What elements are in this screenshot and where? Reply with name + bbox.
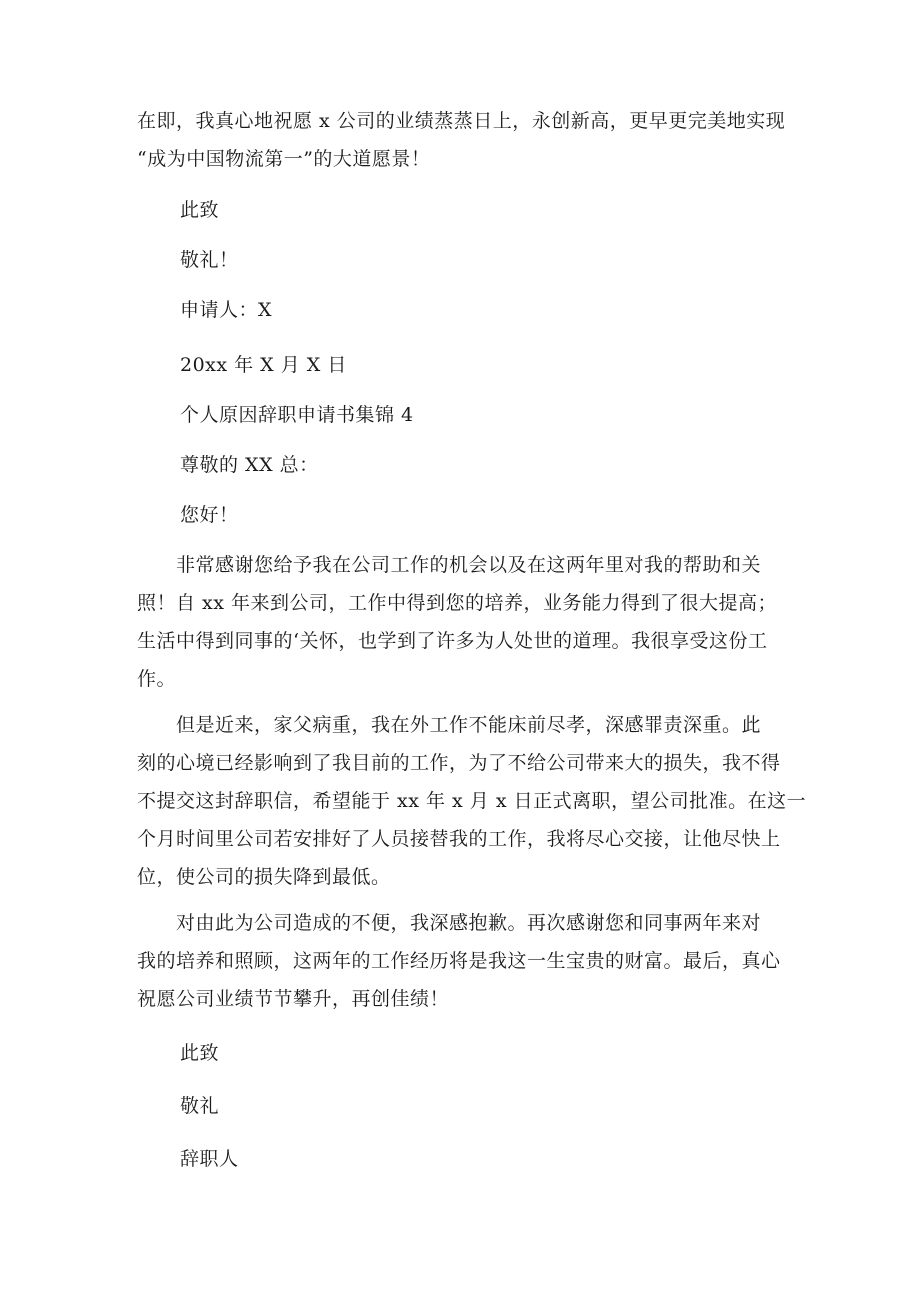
text-line: 个月时间里公司若安排好了人员接替我的工作，我将尽心交接，让他尽快上 [137, 828, 781, 850]
closing-jing-li: 敬礼！ [180, 249, 239, 271]
greeting: 您好！ [180, 504, 239, 526]
text-line: 不提交这封辞职信，希望能于 xx 年 x 月 x 日正式离职，望公司批准。在这一 [137, 790, 807, 812]
salutation: 尊敬的 XX 总： [180, 454, 319, 476]
signer-line: 辞职人 [180, 1148, 239, 1170]
text-line: 生活中得到同事的‘关怀，也学到了许多为人处世的道理。我很享受这份工 [137, 630, 768, 652]
closing-ci-zhi: 此致 [180, 199, 220, 221]
text-line: 非常感谢您给予我在公司工作的机会以及在这两年里对我的帮助和关 [137, 554, 762, 576]
closing-jing-li-2: 敬礼 [180, 1095, 220, 1117]
text-line: 祝愿公司业绩节节攀升，再创佳绩！ [137, 988, 450, 1010]
paragraph-reason [137, 706, 807, 896]
text-line: 作。 [137, 668, 177, 690]
text-line: 我的培养和照顾，这两年的工作经历将是我这一生宝贵的财富。最后，真心 [137, 950, 781, 972]
text-line: “成为中国物流第一”的大道愿景！ [137, 148, 431, 170]
text-line: 对由此为公司造成的不便，我深感抱歉。再次感谢您和同事两年来对 [137, 912, 762, 934]
paragraph-blessing [137, 102, 792, 178]
text-line: 刻的心境已经影响到了我目前的工作，为了不给公司带来大的损失，我不得 [137, 752, 781, 774]
text-line: 在即，我真心地祝愿 x 公司的业绩蒸蒸日上，永创新高，更早更完美地实现 [137, 110, 786, 132]
text-line: 但是近来，家父病重，我在外工作不能床前尽孝，深感罪责深重。此 [137, 714, 762, 736]
text-line: 位，使公司的损失降到最低。 [137, 866, 391, 888]
applicant-line: 申请人：X [180, 299, 273, 321]
paragraph-apology [137, 904, 792, 1018]
text-line: 照！自 xx 年来到公司，工作中得到您的培养，业务能力得到了很大提高； [137, 592, 778, 614]
date-line: 20xx 年 X 月 X 日 [180, 354, 347, 376]
closing-ci-zhi-2: 此致 [180, 1042, 220, 1064]
section-title: 个人原因辞职申请书集锦 4 [180, 404, 414, 426]
paragraph-thanks [137, 546, 792, 698]
